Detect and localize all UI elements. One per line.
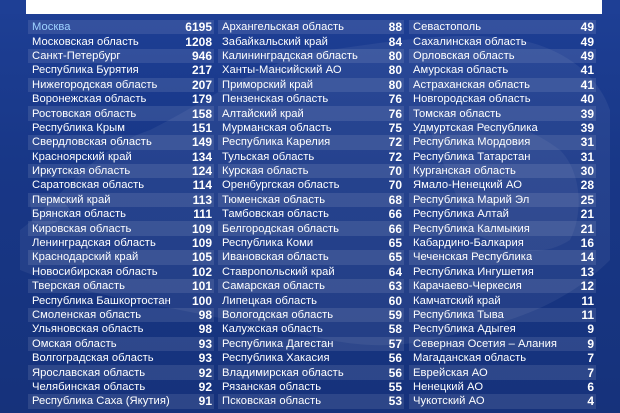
region-name: Новгородская область <box>413 93 531 106</box>
case-count: 114 <box>192 178 212 193</box>
region-name: Тверская область <box>32 280 125 293</box>
region-name: Чукотский АО <box>413 395 485 408</box>
region-name: Севастополь <box>413 21 482 34</box>
case-count: 49 <box>580 48 594 63</box>
region-name: Челябинская область <box>32 380 146 393</box>
region-name: Курская область <box>222 165 309 178</box>
table-row <box>409 279 596 293</box>
table-row <box>28 250 214 264</box>
table-row <box>409 351 596 365</box>
table-row <box>28 78 214 92</box>
table-row <box>409 20 596 34</box>
case-count: 93 <box>198 336 212 351</box>
region-name: Магаданская область <box>413 352 527 365</box>
case-count: 60 <box>388 293 402 308</box>
table-row <box>409 236 596 250</box>
table-row <box>409 78 596 92</box>
case-count: 105 <box>191 250 212 265</box>
case-count: 16 <box>580 236 594 251</box>
table-row <box>28 178 214 192</box>
table-row <box>409 164 596 178</box>
case-count: 14 <box>580 250 594 265</box>
case-count: 88 <box>388 20 402 35</box>
case-count: 76 <box>388 92 402 107</box>
case-count: 109 <box>191 236 212 251</box>
case-count: 179 <box>191 92 212 107</box>
case-count: 25 <box>580 192 594 207</box>
region-name: Республика Дагестан <box>222 337 334 350</box>
table-row <box>409 92 596 106</box>
region-name: Смоленская область <box>32 309 142 321</box>
table-row <box>218 193 404 207</box>
case-count: 102 <box>191 264 212 279</box>
case-count: 6195 <box>185 20 212 35</box>
table-row <box>28 394 214 408</box>
case-count: 9 <box>587 322 594 337</box>
case-count: 53 <box>388 394 402 409</box>
table-row <box>28 236 214 250</box>
case-count: 57 <box>388 336 402 351</box>
region-name: Иркутская область <box>32 165 131 178</box>
region-name: Ханты-Мансийский АО <box>222 64 342 77</box>
table-row <box>28 279 214 293</box>
table-row <box>218 106 404 120</box>
table-row <box>218 221 404 235</box>
case-count: 65 <box>388 236 402 251</box>
case-count: 28 <box>580 178 594 193</box>
table-row <box>218 337 404 351</box>
region-name: Москва <box>32 21 71 34</box>
table-row <box>218 365 404 379</box>
case-count: 1208 <box>185 34 212 49</box>
region-name: Белгородская область <box>222 222 340 235</box>
region-name: Омская область <box>32 337 117 350</box>
case-count: 63 <box>388 279 402 294</box>
region-name: Северная Осетия – Алания <box>413 337 558 350</box>
region-name: Рязанская область <box>222 380 322 393</box>
case-count: 41 <box>580 77 594 92</box>
region-name: Ставропольский край <box>222 265 335 278</box>
table-row <box>28 365 214 379</box>
region-name: Липецкая область <box>222 294 318 307</box>
region-name: Красноярский край <box>32 150 132 163</box>
case-count: 65 <box>388 250 402 265</box>
region-name: Орловская область <box>413 49 515 62</box>
table-row <box>218 34 404 48</box>
case-count: 84 <box>388 34 402 49</box>
case-count: 41 <box>580 63 594 78</box>
table-row <box>218 351 404 365</box>
table-row <box>409 207 596 221</box>
region-name: Ямало-Ненецкий АО <box>413 179 522 192</box>
table-row <box>218 250 404 264</box>
table-row <box>28 351 214 365</box>
table-row <box>409 193 596 207</box>
region-name: Ярославская область <box>32 366 146 379</box>
case-count: 66 <box>388 207 402 222</box>
case-count: 75 <box>388 120 402 135</box>
case-count: 9 <box>587 336 594 351</box>
case-count: 151 <box>191 120 212 135</box>
table-row <box>409 394 596 408</box>
case-count: 58 <box>388 322 402 337</box>
region-name: Республика Саха (Якутия) <box>32 395 170 408</box>
case-count: 91 <box>198 394 212 409</box>
case-count: 30 <box>580 164 594 179</box>
case-count: 80 <box>388 63 402 78</box>
region-name: Карачаево-Черкесия <box>413 280 522 293</box>
table-row <box>409 250 596 264</box>
region-name: Республика Алтай <box>413 208 509 221</box>
region-name: Нижегородская область <box>32 78 158 91</box>
table-row <box>409 63 596 77</box>
case-count: 21 <box>580 221 594 236</box>
case-count: 93 <box>198 351 212 366</box>
table-row <box>28 380 214 394</box>
case-count: 40 <box>580 92 594 107</box>
case-count: 149 <box>191 135 212 150</box>
table-row <box>28 34 214 48</box>
region-name: Еврейская АО <box>413 366 488 379</box>
table-row <box>28 92 214 106</box>
case-count: 946 <box>191 48 212 63</box>
table-row <box>409 293 596 307</box>
table-row <box>28 20 214 34</box>
table-row <box>409 365 596 379</box>
case-count: 56 <box>388 365 402 380</box>
region-name: Брянская область <box>32 208 127 221</box>
case-count: 21 <box>580 207 594 222</box>
case-count: 31 <box>580 135 594 150</box>
table-row <box>409 49 596 63</box>
region-name: Калужская область <box>222 323 323 336</box>
table-row <box>409 221 596 235</box>
region-name: Республика Калмыкия <box>413 222 530 235</box>
case-count: 70 <box>388 178 402 193</box>
case-count: 49 <box>580 20 594 35</box>
table-row <box>409 308 596 322</box>
region-name: Республика Марий Эл <box>413 193 530 206</box>
table-row <box>218 236 404 250</box>
top-banner-strip <box>0 0 620 14</box>
case-count: 92 <box>198 365 212 380</box>
region-name: Ульяновская область <box>32 323 144 336</box>
table-row <box>28 106 214 120</box>
region-name: Псковская область <box>222 395 322 408</box>
region-name: Ростовская область <box>32 107 137 120</box>
table-row <box>218 394 404 408</box>
case-count: 72 <box>388 135 402 150</box>
case-count: 64 <box>388 264 402 279</box>
table-row <box>28 135 214 149</box>
case-count: 68 <box>388 192 402 207</box>
case-count: 11 <box>581 308 594 322</box>
region-name: Сахалинская область <box>413 35 527 48</box>
region-name: Алтайский край <box>222 107 304 120</box>
table-row <box>28 193 214 207</box>
table-row <box>409 380 596 394</box>
case-count: 4 <box>587 394 594 409</box>
table-row <box>28 49 214 63</box>
region-name: Республика Коми <box>222 237 314 250</box>
region-name: Волгоградская область <box>32 352 154 365</box>
table-row <box>28 337 214 351</box>
case-count: 109 <box>191 221 212 236</box>
region-name: Приморский край <box>222 78 314 91</box>
table-row <box>218 178 404 192</box>
table-row <box>409 121 596 135</box>
region-name: Оренбургская область <box>222 179 340 192</box>
table-row <box>218 207 404 221</box>
case-count: 76 <box>388 106 402 121</box>
region-name: Ненецкий АО <box>413 380 484 393</box>
region-name: Калининградская область <box>222 49 358 62</box>
region-name: Свердловская область <box>32 136 152 149</box>
region-name: Самарская область <box>222 280 325 293</box>
table-row <box>409 178 596 192</box>
region-name: Пензенская область <box>222 93 329 106</box>
case-count: 100 <box>191 293 212 308</box>
region-name: Владимирская область <box>222 366 344 379</box>
case-count: 111 <box>193 207 212 222</box>
region-name: Республика Мордовия <box>413 136 531 149</box>
case-count: 31 <box>580 149 594 164</box>
region-name: Республика Ингушетия <box>413 265 534 278</box>
case-count: 6 <box>587 379 594 394</box>
table-row <box>28 308 214 322</box>
region-name: Тамбовская область <box>222 208 330 221</box>
table-row <box>218 308 404 322</box>
region-name: Санкт-Петербург <box>32 49 121 62</box>
case-count: 55 <box>388 379 402 394</box>
case-count: 12 <box>580 279 594 294</box>
table-row <box>218 92 404 106</box>
region-name: Республика Адыгея <box>413 323 516 336</box>
table-row <box>409 265 596 279</box>
table-row <box>218 164 404 178</box>
case-count: 113 <box>192 192 212 207</box>
region-name: Забайкальский край <box>222 35 328 48</box>
region-name: Тюменская область <box>222 193 326 206</box>
case-count: 66 <box>388 221 402 236</box>
table-row <box>218 293 404 307</box>
region-name: Мурманская область <box>222 121 332 134</box>
case-count: 72 <box>388 149 402 164</box>
region-name: Московская область <box>32 35 139 48</box>
table-row <box>28 150 214 164</box>
case-count: 124 <box>191 164 212 179</box>
case-count: 217 <box>191 63 212 78</box>
region-name: Республика Карелия <box>222 136 331 149</box>
table-row <box>218 380 404 394</box>
region-name: Саратовская область <box>32 179 145 192</box>
region-name: Тульская область <box>222 150 315 163</box>
table-row <box>218 49 404 63</box>
region-name: Ивановская область <box>222 251 329 264</box>
region-name: Республика Татарстан <box>413 150 531 163</box>
region-name: Вологодская область <box>222 309 334 321</box>
region-name: Республика Тыва <box>413 309 504 321</box>
table-row <box>28 207 214 221</box>
table-row <box>409 322 596 336</box>
table-row <box>28 121 214 135</box>
case-count: 92 <box>198 379 212 394</box>
case-count: 70 <box>388 164 402 179</box>
region-column-3 <box>409 20 596 409</box>
case-count: 7 <box>587 351 594 366</box>
table-row <box>28 293 214 307</box>
region-name: Удмуртская Республика <box>413 121 538 134</box>
region-name: Республика Башкортостан <box>32 294 171 307</box>
region-name: Томская область <box>413 107 502 120</box>
case-count: 39 <box>580 106 594 121</box>
case-count: 98 <box>198 308 212 322</box>
case-count: 7 <box>587 365 594 380</box>
case-count: 49 <box>580 34 594 49</box>
table-row <box>28 63 214 77</box>
table-row <box>409 337 596 351</box>
region-name: Чеченская Республика <box>413 251 533 264</box>
table-row <box>409 150 596 164</box>
region-name: Воронежская область <box>32 93 147 106</box>
region-name: Архангельская область <box>222 21 345 34</box>
table-row <box>218 150 404 164</box>
table-row <box>409 135 596 149</box>
case-count: 56 <box>388 351 402 366</box>
table-row <box>409 34 596 48</box>
case-count: 98 <box>198 322 212 337</box>
region-name: Республика Хакасия <box>222 352 330 365</box>
table-row <box>28 265 214 279</box>
table-row <box>218 20 404 34</box>
region-name: Кабардино-Балкария <box>413 237 524 250</box>
case-count: 11 <box>581 293 594 308</box>
region-column-1 <box>28 20 214 409</box>
region-name: Краснодарский край <box>32 251 139 264</box>
table-row <box>218 279 404 293</box>
region-name: Камчатский край <box>413 294 501 307</box>
case-count: 13 <box>580 264 594 279</box>
case-count: 158 <box>191 106 212 121</box>
region-name: Кировская область <box>32 222 132 235</box>
region-name: Амурская область <box>413 64 509 77</box>
case-count: 134 <box>191 149 212 164</box>
region-name: Республика Бурятия <box>32 64 139 77</box>
case-count: 59 <box>388 308 402 322</box>
table-row <box>218 78 404 92</box>
case-count: 80 <box>388 77 402 92</box>
table-row <box>218 135 404 149</box>
region-name: Пермский край <box>32 193 111 206</box>
table-row <box>218 265 404 279</box>
region-name: Новосибирская область <box>32 265 158 278</box>
table-row <box>28 221 214 235</box>
region-column-2 <box>218 20 404 409</box>
region-name: Курганская область <box>413 165 516 178</box>
case-count: 39 <box>580 120 594 135</box>
table-row <box>218 322 404 336</box>
case-count: 207 <box>191 77 212 92</box>
region-name: Республика Крым <box>32 121 125 134</box>
case-count: 80 <box>388 48 402 63</box>
table-row <box>28 164 214 178</box>
table-row <box>28 322 214 336</box>
case-count: 101 <box>191 279 212 294</box>
region-name: Ленинградская область <box>32 237 156 250</box>
region-name: Астраханская область <box>413 78 531 91</box>
table-row <box>409 106 596 120</box>
table-row <box>218 63 404 77</box>
table-row <box>218 121 404 135</box>
